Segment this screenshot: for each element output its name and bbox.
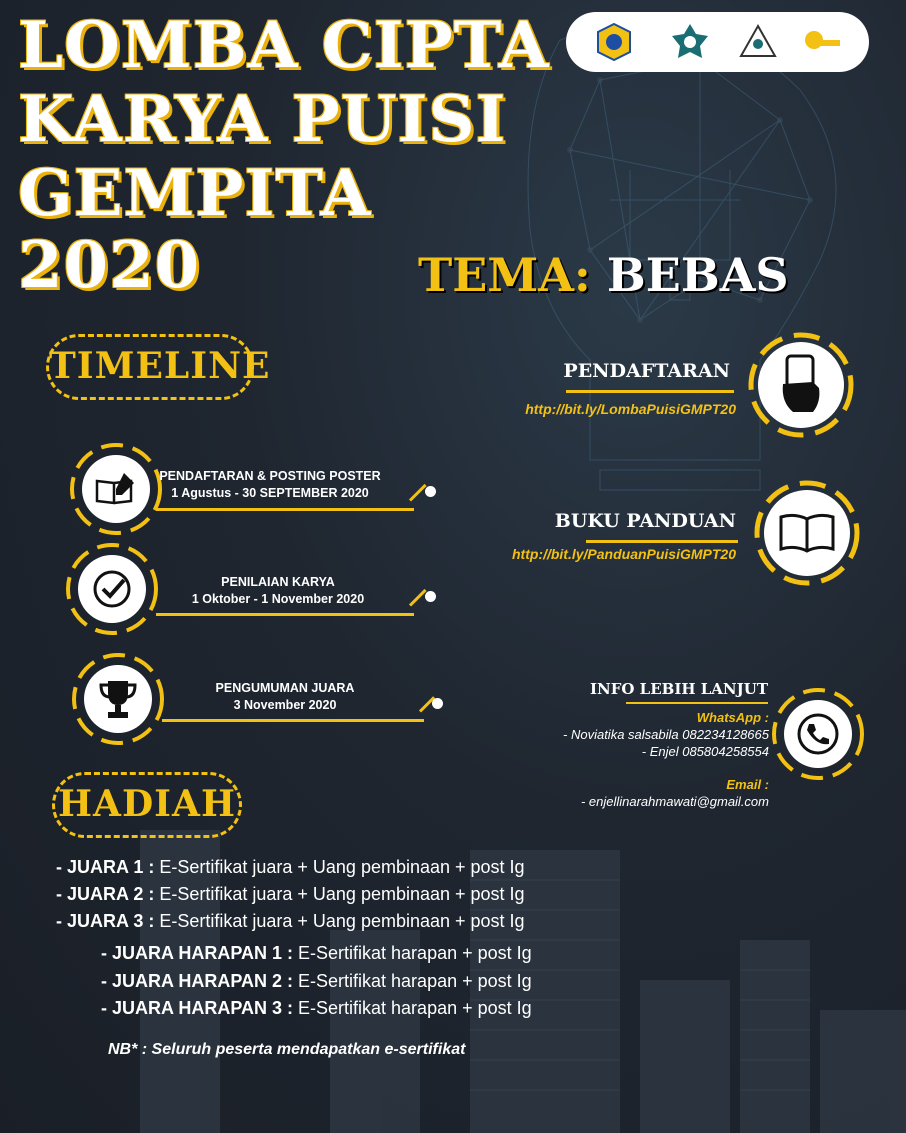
timeline-item-2-title: PENILAIAN KARYA <box>221 575 335 589</box>
title-line-2: KARYA PUISI <box>18 82 507 157</box>
book-pen-icon <box>82 455 150 523</box>
prize-rank-5: - JUARA HARAPAN 2 : <box>101 971 294 991</box>
info-icon-wrap <box>770 686 866 782</box>
theme-text <box>418 248 789 302</box>
telephone-icon <box>784 700 852 768</box>
prize-row-3 <box>56 911 525 932</box>
pendaftaran-underline <box>566 390 734 393</box>
title-line-3: GEMPITA <box>18 156 372 231</box>
timeline-item-1-dot <box>425 486 436 497</box>
whatsapp-label: WhatsApp : <box>696 710 769 725</box>
timeline-item-1-text <box>150 468 390 502</box>
trophy-icon <box>84 665 152 733</box>
timeline-item-3-icon-wrap <box>70 651 166 747</box>
prize-reward-5: E-Sertifikat harapan + post Ig <box>293 971 532 991</box>
prize-row-2 <box>56 884 525 905</box>
title-line-4: 2020 <box>18 228 201 303</box>
timeline-item-1-date: 1 Agustus - 30 SEPTEMBER 2020 <box>171 486 369 500</box>
prize-reward-2: E-Sertifikat juara + Uang pembinaan + post Ig <box>154 884 525 904</box>
email-label: Email : <box>726 777 769 792</box>
contact-1[interactable]: - Noviatika salsabila 082234128665 <box>563 727 769 742</box>
prize-rank-2: - JUARA 2 : <box>56 884 155 904</box>
info-underline <box>626 702 768 704</box>
university-seal-logo <box>594 22 634 62</box>
prize-reward-3: E-Sertifikat juara + Uang pembinaan + post Ig <box>154 911 525 931</box>
theme-value: BEBAS <box>606 248 789 302</box>
pendaftaran-icon-wrap <box>746 330 856 440</box>
timeline-item-2-line <box>156 613 414 616</box>
timeline-item-3-text <box>160 680 410 714</box>
prize-row-5 <box>101 971 532 992</box>
pendaftaran-heading: PENDAFTARAN <box>563 360 730 382</box>
timeline-item-2-icon-wrap <box>64 541 160 637</box>
phone-hand-icon <box>758 342 844 428</box>
timeline-badge: TIMELINE <box>46 334 254 400</box>
timeline-item-1-title: PENDAFTARAN & POSTING POSTER <box>159 469 381 483</box>
timeline-item-1-line <box>156 508 414 511</box>
panduan-icon-wrap <box>752 478 862 588</box>
prize-rank-3: - JUARA 3 : <box>56 911 155 931</box>
info-heading: INFO LEBIH LANJUT <box>590 680 768 698</box>
prize-reward-6: E-Sertifikat harapan + post Ig <box>293 998 532 1018</box>
checkmark-icon <box>78 555 146 623</box>
theme-label: TEMA: <box>418 248 591 302</box>
timeline-item-3-title: PENGUMUMAN JUARA <box>215 681 355 695</box>
prize-reward-1: E-Sertifikat juara + Uang pembinaan + post Ig <box>154 857 525 877</box>
timeline-item-2-text <box>160 574 396 608</box>
prize-rank-4: - JUARA HARAPAN 1 : <box>101 943 294 963</box>
prize-rank-6: - JUARA HARAPAN 3 : <box>101 998 294 1018</box>
organization-triangle-logo <box>738 22 778 62</box>
open-book-icon <box>764 490 850 576</box>
pendaftaran-link[interactable]: http://bit.ly/LombaPuisiGMPT20 <box>525 401 736 417</box>
prize-row-6 <box>101 998 532 1019</box>
faculty-logo <box>670 22 710 62</box>
email-address[interactable]: - enjellinarahmawati@gmail.com <box>580 794 769 809</box>
panduan-link[interactable]: http://bit.ly/PanduanPuisiGMPT20 <box>511 546 736 562</box>
gempita-logo <box>802 22 842 62</box>
panduan-heading: BUKU PANDUAN <box>554 510 736 532</box>
certificate-note: NB* : Seluruh peserta mendapatkan e-sertifikat <box>108 1041 466 1058</box>
title-line-1: LOMBA CIPTA <box>18 8 550 83</box>
prize-rank-1: - JUARA 1 : <box>56 857 155 877</box>
timeline-item-2-dot <box>425 591 436 602</box>
timeline-item-2-date: 1 Oktober - 1 November 2020 <box>191 592 365 606</box>
timeline-item-3-dot <box>432 698 443 709</box>
timeline-item-3-date: 3 November 2020 <box>233 698 337 712</box>
sponsor-logos <box>566 12 869 72</box>
prize-row-1 <box>56 857 525 878</box>
panduan-underline <box>586 540 738 543</box>
hadiah-badge: HADIAH <box>52 772 242 838</box>
contact-2[interactable]: - Enjel 085804258554 <box>641 744 769 759</box>
prize-reward-4: E-Sertifikat harapan + post Ig <box>293 943 532 963</box>
prize-row-4 <box>101 943 532 964</box>
timeline-item-3-line <box>162 719 424 722</box>
